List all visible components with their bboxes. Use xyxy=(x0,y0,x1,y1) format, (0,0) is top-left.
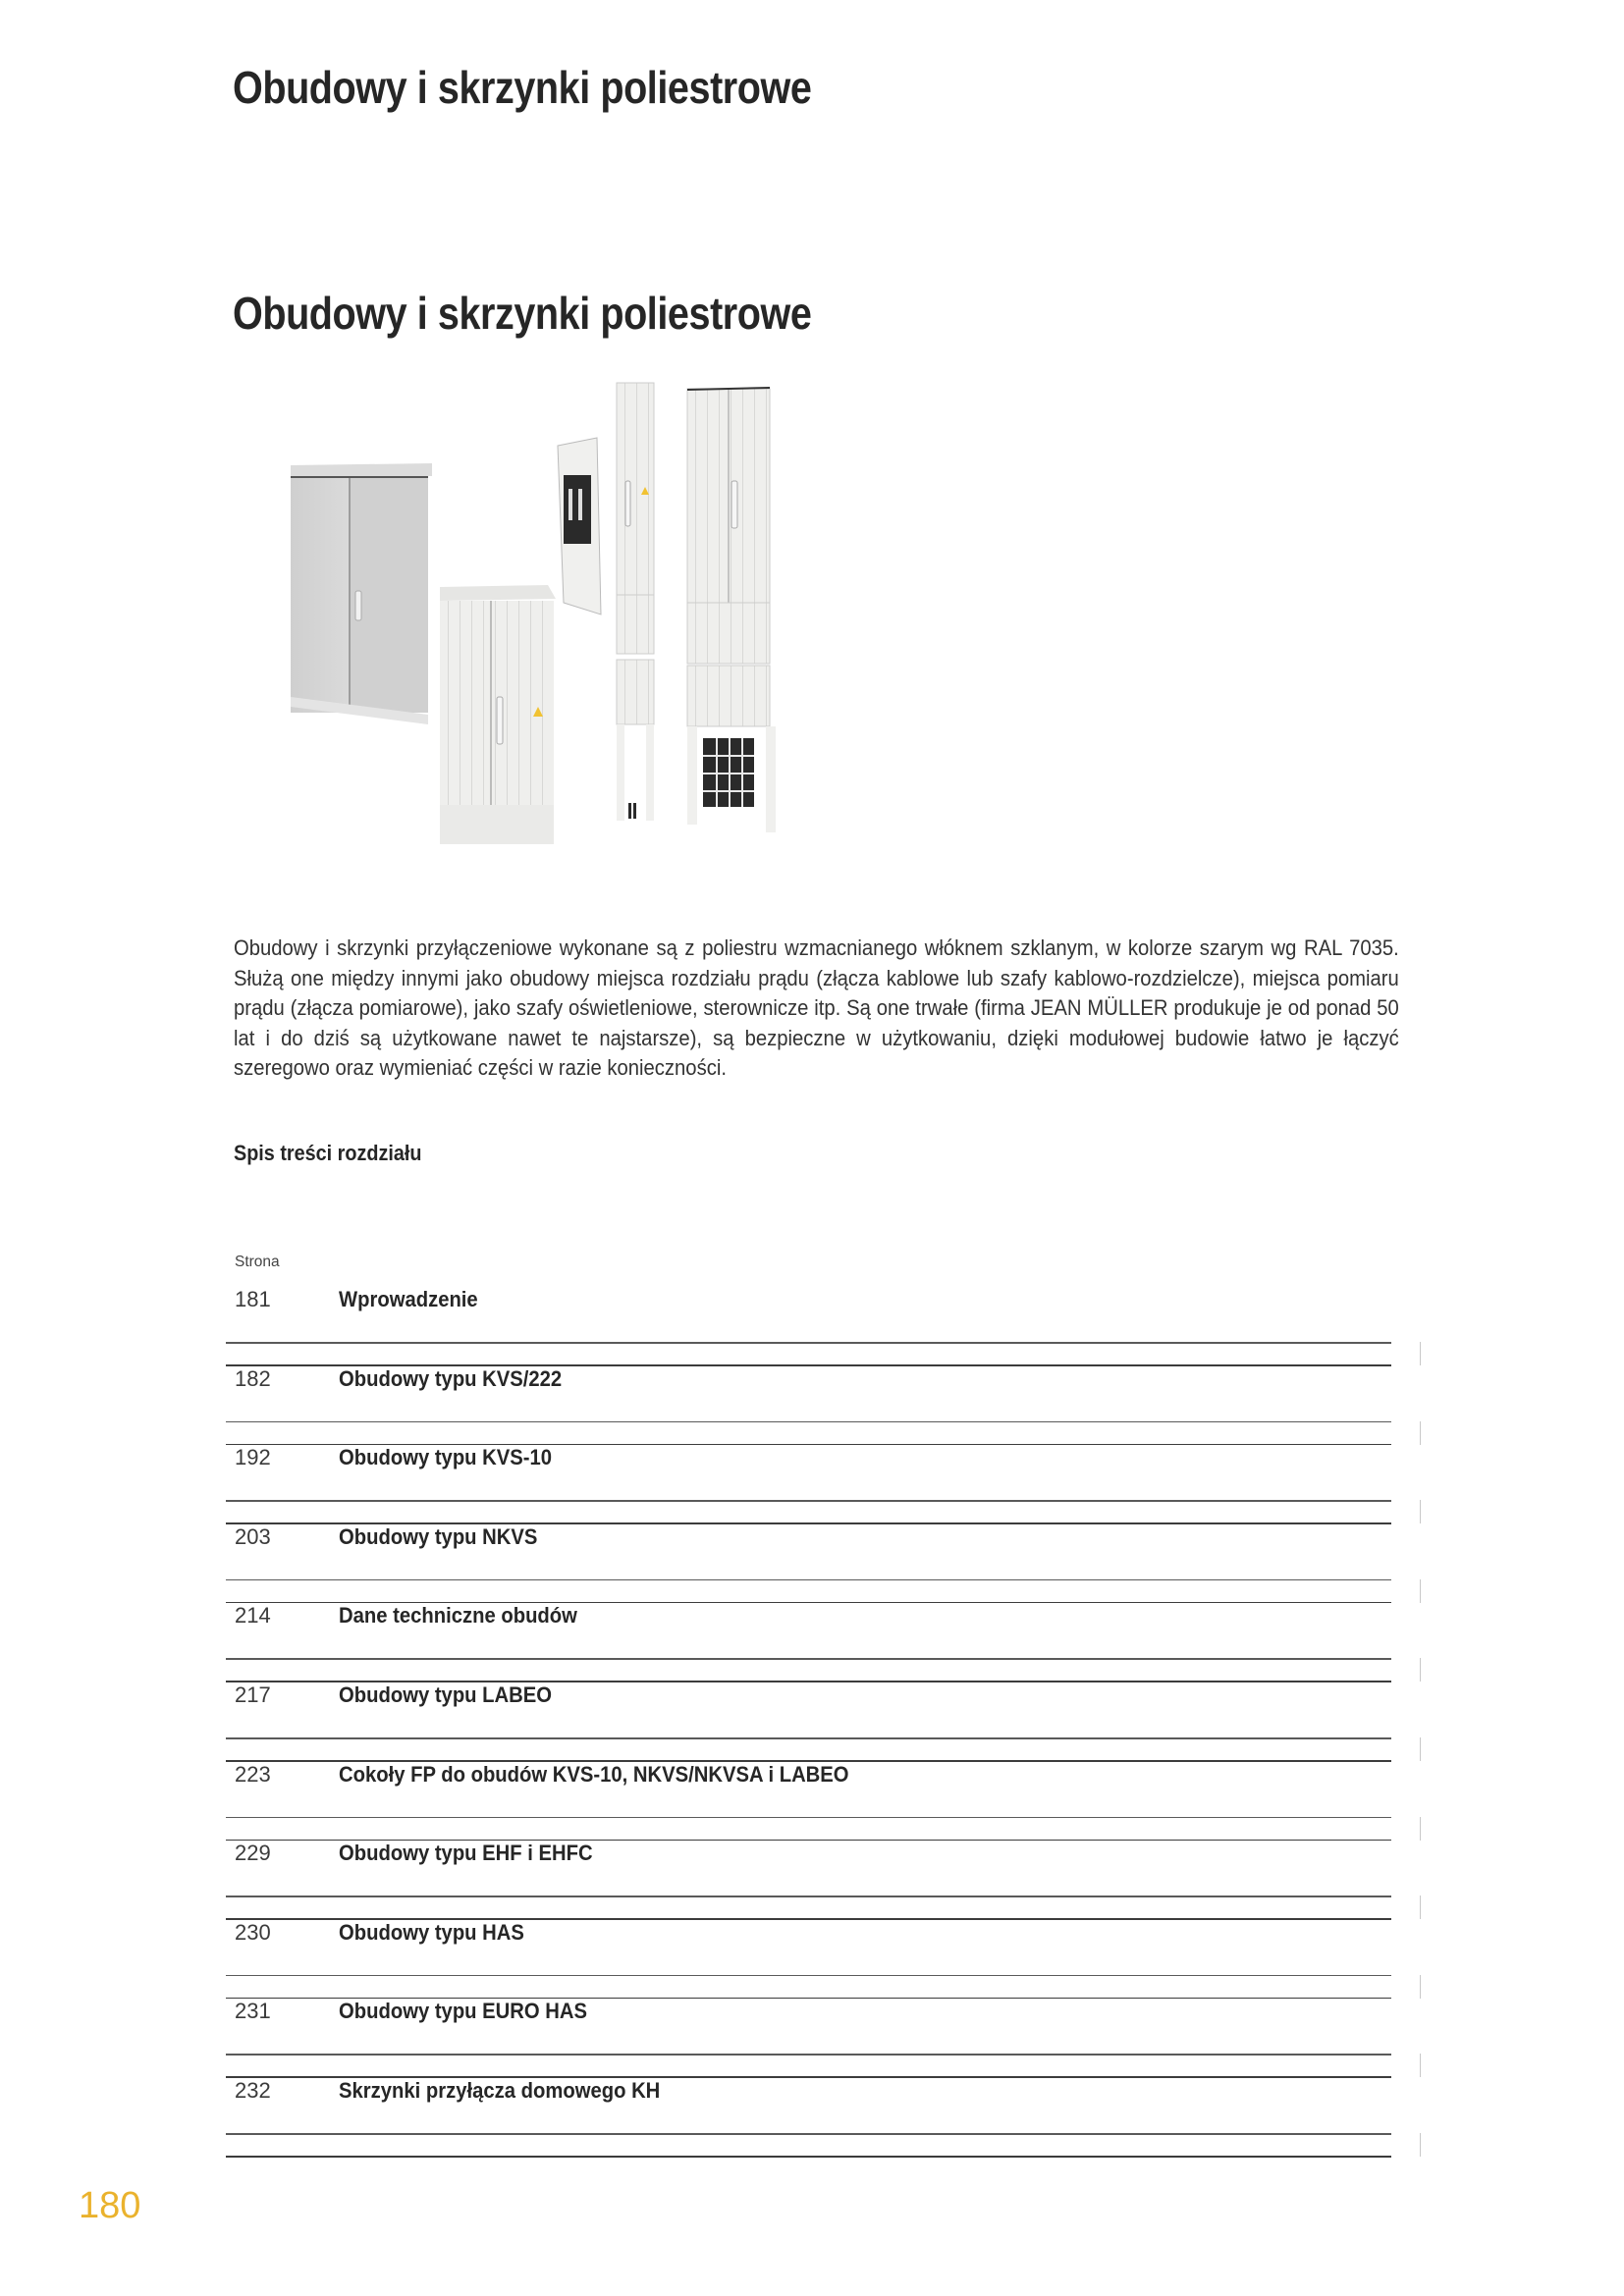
toc-entry-page: 203 xyxy=(235,1523,271,1549)
toc-entry-page: 182 xyxy=(235,1365,271,1391)
toc-entry-page: 181 xyxy=(235,1287,271,1311)
divider xyxy=(226,1817,1391,1819)
product-ribbed-cabinet xyxy=(440,585,556,844)
margin-tick xyxy=(1420,1817,1421,1841)
toc-entry-page: 214 xyxy=(235,1603,271,1629)
toc-entry-title[interactable]: Cokoły FP do obudów KVS-10, NKVS/NKVSA i LABEO xyxy=(339,1761,849,1787)
margin-tick xyxy=(1420,1500,1421,1523)
intro-paragraph xyxy=(234,934,1400,1084)
toc-entry-title[interactable]: Obudowy typu HAS xyxy=(339,1919,524,1945)
toc-entry-title[interactable]: Obudowy typu KVS/222 xyxy=(339,1365,563,1391)
divider xyxy=(226,1896,1391,1897)
divider xyxy=(226,1737,1391,1739)
divider xyxy=(226,1342,1391,1344)
toc-entry[interactable] xyxy=(226,2078,1391,2170)
margin-tick xyxy=(1420,2054,1421,2077)
toc-entry-page: 229 xyxy=(235,1841,271,1866)
divider xyxy=(226,2133,1391,2135)
toc-entry-page: 223 xyxy=(235,1761,271,1787)
toc-entry-page: 217 xyxy=(235,1682,271,1707)
toc-page-column-label: Strona xyxy=(235,1254,280,1270)
margin-tick xyxy=(1420,1975,1421,1999)
divider xyxy=(226,2054,1391,2056)
toc-entry-title[interactable]: Wprowadzenie xyxy=(339,1287,478,1311)
intro-text: Obudowy i skrzynki przyłączeniowe wykonane są z poliestru wzmacnianego włóknem szklanym, w kolorze szarym wg RAL 7035. Służą one między innymi jako obudowy miejsca rozdziału prądu (złącza kablowe lub szafy kablowo-rozdzielcze), miejsca pomiaru prądu (złącza pomiarowe), jako szafy oświetleniowe, sterownicze itp. Są one trwałe (firma JEAN MÜLLER produkuje je od ponad 50 lat i do dziś są użytkowane nawet te najstarsze), są bezpieczne w użytkowaniu, dzięki modułowej budowie łatwo je łączyć szeregowo oraz wymieniać części w razie konieczności. xyxy=(234,935,1399,1080)
margin-tick xyxy=(1420,1737,1421,1761)
margin-tick xyxy=(1420,1342,1421,1365)
divider xyxy=(226,1658,1391,1660)
toc-entry-title[interactable]: Obudowy typu EHF i EHFC xyxy=(339,1841,593,1866)
divider xyxy=(226,1579,1391,1581)
product-wall-cabinet xyxy=(291,463,432,724)
toc-heading: Spis treści rozdziału xyxy=(234,1141,422,1165)
toc-entry-title[interactable]: Obudowy typu EURO HAS xyxy=(339,1999,587,2024)
product-tall-cabinet xyxy=(687,388,776,832)
page-number: 180 xyxy=(79,2185,141,2226)
toc-entry-title[interactable]: Skrzynki przyłącza domowego KH xyxy=(339,2078,661,2103)
toc-entry-title[interactable]: Obudowy typu LABEO xyxy=(339,1682,553,1707)
chapter-title: Obudowy i skrzynki poliestrowe xyxy=(233,288,812,339)
margin-tick xyxy=(1420,2133,1421,2157)
margin-tick xyxy=(1420,1579,1421,1603)
margin-tick xyxy=(1420,1421,1421,1445)
product-slim-column xyxy=(617,383,654,821)
divider xyxy=(226,1500,1391,1502)
toc-entry-page: 192 xyxy=(235,1445,271,1470)
margin-tick xyxy=(1420,1658,1421,1682)
divider xyxy=(226,1421,1391,1423)
toc-entry-page: 230 xyxy=(235,1919,271,1945)
divider xyxy=(226,2156,1391,2158)
product-open-box-fuses xyxy=(558,438,601,614)
product-photo xyxy=(285,373,1434,903)
margin-tick xyxy=(1420,1896,1421,1919)
divider xyxy=(226,1975,1391,1977)
toc-entry-page: 232 xyxy=(235,2078,271,2103)
toc-entry-title[interactable]: Obudowy typu NKVS xyxy=(339,1523,538,1549)
toc-entry-page: 231 xyxy=(235,1999,271,2024)
running-title: Obudowy i skrzynki poliestrowe xyxy=(233,62,812,113)
toc-entry-title[interactable]: Obudowy typu KVS-10 xyxy=(339,1445,553,1470)
toc-entry-title[interactable]: Dane techniczne obudów xyxy=(339,1603,577,1629)
